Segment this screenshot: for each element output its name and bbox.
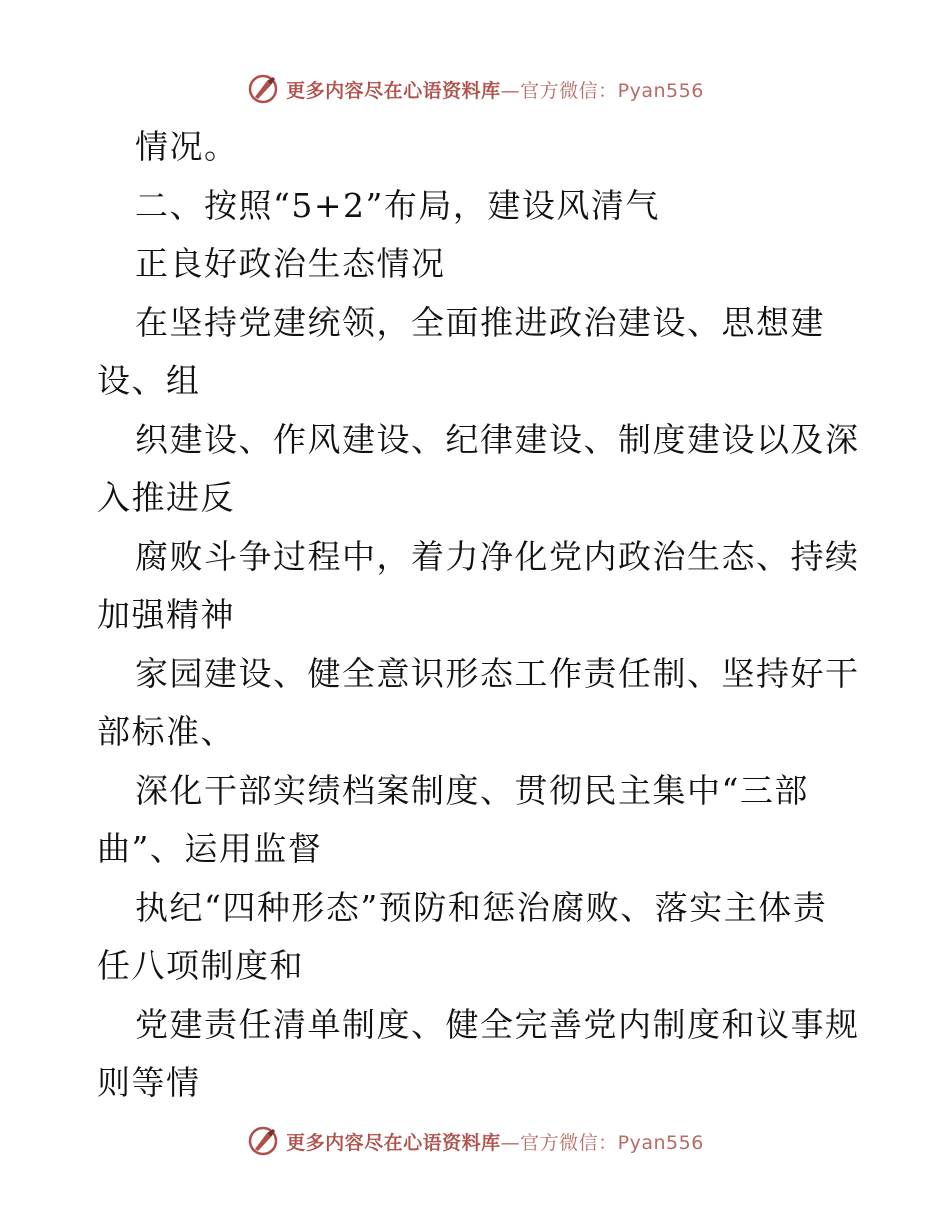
- section-heading-line: 二、按照“5+2”布局，建设风清气: [135, 185, 660, 225]
- section-heading-line: 正良好政治生态情况: [135, 244, 446, 283]
- text-line: 执纪“四种形态”预防和惩治腐败、落实主体责: [135, 887, 828, 927]
- footer-banner-contact: —官方微信：Pyan556: [500, 1131, 704, 1154]
- text-line: 家园建设、健全意识形态工作责任制、坚持好干: [135, 653, 860, 693]
- text-line: 腐败斗争过程中，着力净化党内政治生态、持续: [135, 536, 860, 576]
- text-line: 则等情: [97, 1063, 201, 1102]
- header-banner-title: 更多内容尽在心语资料库: [286, 79, 501, 102]
- text-line: 曲”、运用监督: [97, 829, 323, 868]
- text-line: 入推进反: [97, 478, 235, 517]
- text-line: 织建设、作风建设、纪律建设、制度建设以及深: [135, 419, 860, 459]
- text-line: 党建责任清单制度、健全完善党内制度和议事规: [135, 1004, 860, 1044]
- document-body: [97, 118, 897, 1113]
- footer-banner-title: 更多内容尽在心语资料库: [286, 1131, 501, 1154]
- text-line: 设、组: [97, 361, 201, 400]
- pen-nib-circle-logo-icon: [246, 1124, 280, 1158]
- pen-nib-circle-logo-icon: [246, 72, 280, 106]
- header-banner: [0, 72, 950, 106]
- text-line: 深化干部实绩档案制度、贯彻民主集中“三部: [135, 770, 809, 810]
- text-line: 部标准、: [97, 712, 235, 751]
- text-line: 情况。: [135, 127, 239, 166]
- header-banner-contact: —官方微信：Pyan556: [500, 79, 704, 102]
- footer-banner-text: [286, 1128, 704, 1155]
- text-line: 加强精神: [97, 595, 235, 634]
- header-banner-text: [286, 76, 704, 103]
- text-line: 在坚持党建统领，全面推进政治建设、思想建: [135, 302, 825, 342]
- footer-banner: [0, 1124, 950, 1158]
- text-line: 任八项制度和: [97, 946, 304, 985]
